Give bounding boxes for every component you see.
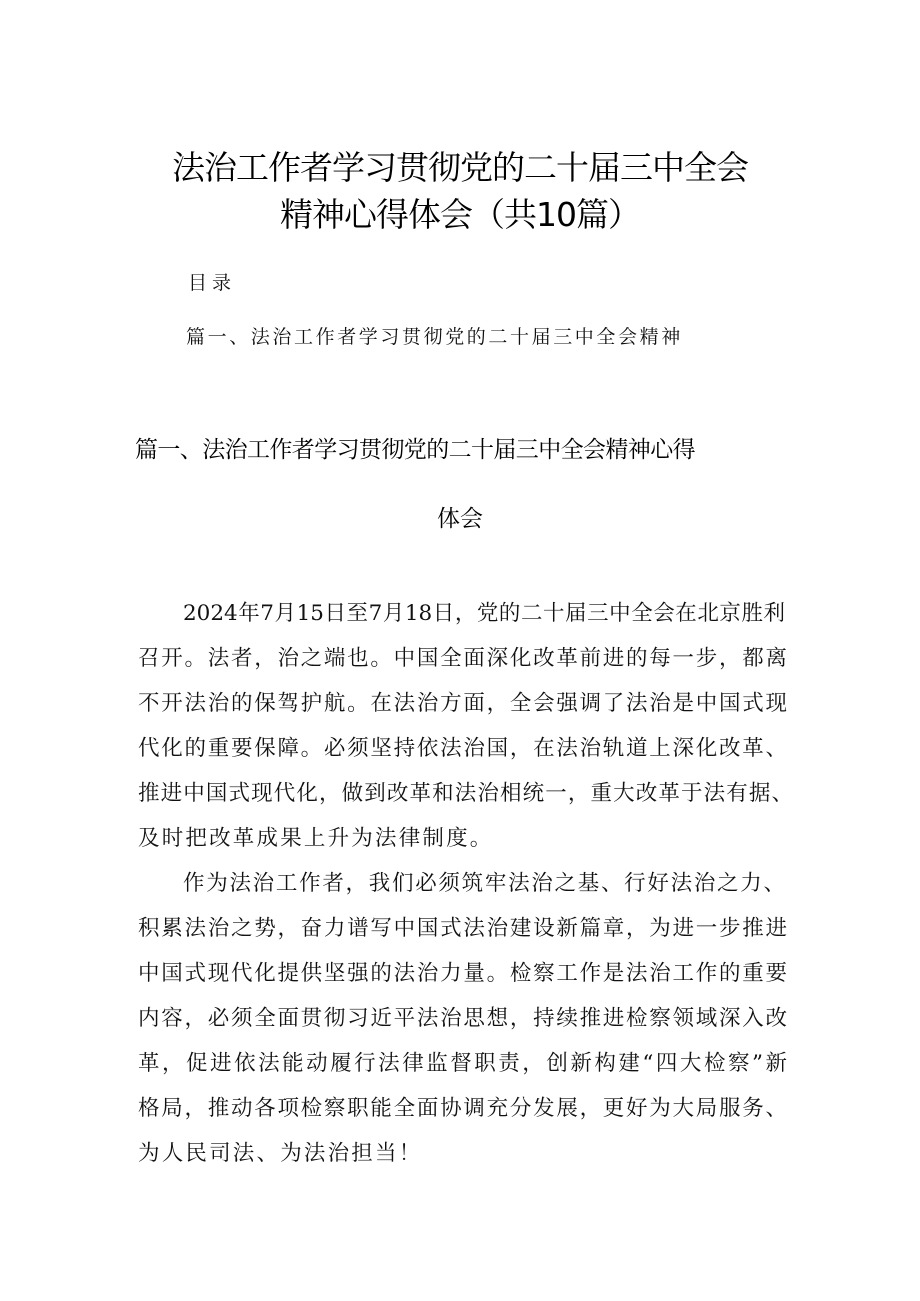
paragraph-1-line-3: 不开法治的保驾护航。在法治方面，全会强调了法治是中国式现: [138, 691, 787, 716]
paragraph-2-line-2: 积累法治之势，奋力谱写中国式法治建设新篇章，为进一步推进: [138, 916, 787, 941]
paragraph-1-line-1: 2024年7月15日至7月18日，党的二十届三中全会在北京胜利: [183, 601, 785, 626]
paragraph-1-line-4: 代化的重要保障。必须坚持依法治国，在法治轨道上深化改革、: [138, 736, 787, 761]
paragraph-2-line-5: 革，促进依法能动履行法律监督职责，创新构建“四大检察”新: [138, 1051, 787, 1076]
document-title-line-1: 法治工作者学习贯彻党的二十届三中全会: [172, 148, 748, 187]
paragraph-2-line-4: 内容，必须全面贯彻习近平法治思想，持续推进检察领域深入改: [138, 1006, 787, 1031]
paragraph-2-line-3: 中国式现代化提供坚强的法治力量。检察工作是法治工作的重要: [138, 961, 787, 986]
document-title-line-2: 精神心得体会（共10篇）: [280, 195, 640, 234]
paragraph-1-line-2: 召开。法者，治之端也。中国全面深化改革前进的每一步，都离: [138, 646, 787, 671]
toc-item[interactable]: 篇一、法治工作者学习贯彻党的二十届三中全会精神: [186, 326, 683, 348]
paragraph-2-line-1: 作为法治工作者，我们必须筑牢法治之基、行好法治之力、: [183, 871, 785, 896]
section-title-continued: 体会: [437, 506, 483, 532]
section-title: 篇一、法治工作者学习贯彻党的二十届三中全会精神心得: [135, 437, 696, 463]
paragraph-2-line-6: 格局，推动各项检察职能全面协调充分发展，更好为大局服务、: [138, 1096, 787, 1121]
paragraph-2-line-7: 为人民司法、为法治担当！: [138, 1141, 423, 1166]
paragraph-1-line-6: 及时把改革成果上升为法律制度。: [138, 826, 494, 851]
toc-heading: 目录: [188, 272, 237, 294]
paragraph-1-line-5: 推进中国式现代化，做到改革和法治相统一，重大改革于法有据、: [138, 781, 793, 806]
